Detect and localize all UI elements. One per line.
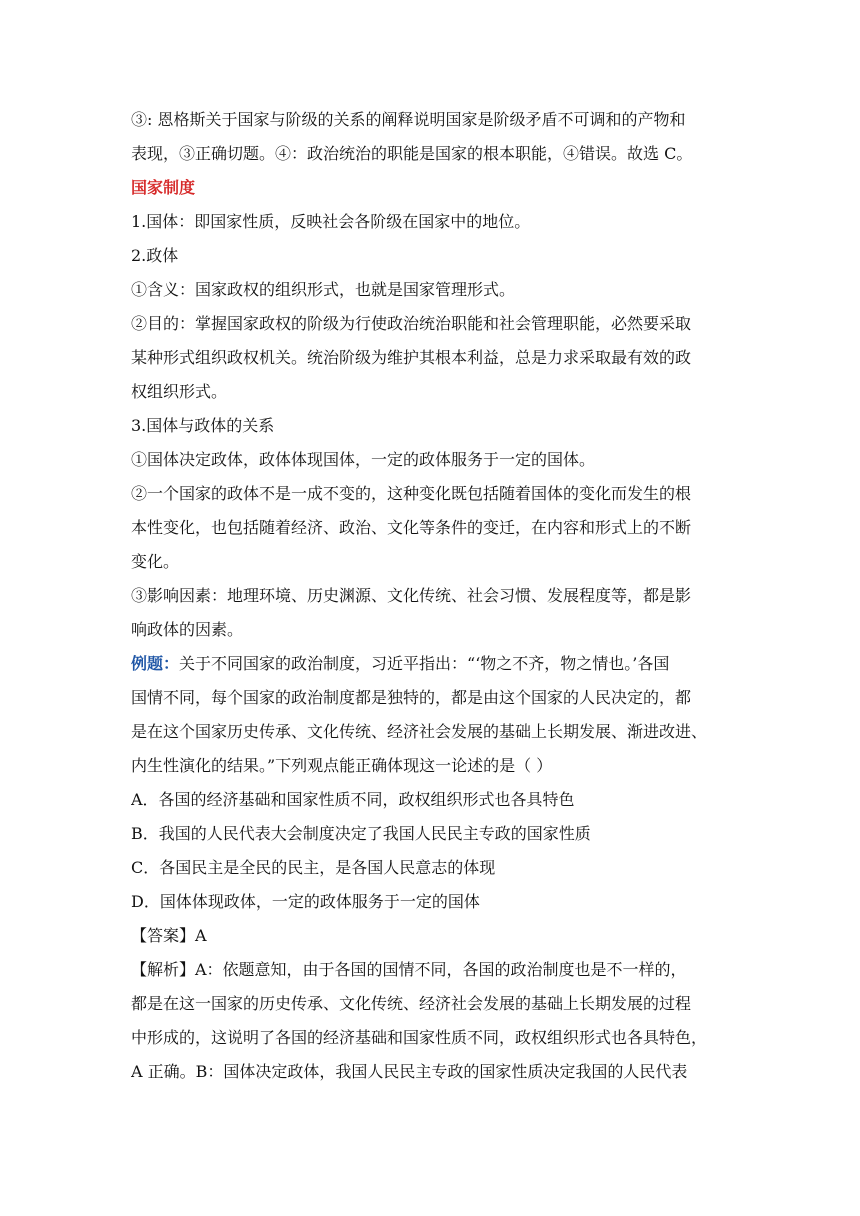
paragraph-mudi-line-1: ②目的：掌握国家政权的阶级为行使政治统治职能和社会管理职能，必然要采取 bbox=[131, 314, 692, 333]
paragraph-relation-heading: 3.国体与政体的关系 bbox=[131, 416, 275, 435]
analysis-line-4: A 正确。B：国体决定政体，我国人民民主专政的国家性质决定我国的人民代表 bbox=[131, 1062, 688, 1081]
option-d: D．国体体现政体，一定的政体服务于一定的国体 bbox=[131, 892, 480, 911]
example-label: 例题： bbox=[131, 654, 180, 673]
analysis-line-2: 都是在这一国家的历史传承、文化传统、经济社会发展的基础上长期发展的过程 bbox=[131, 994, 692, 1013]
paragraph-relation-2-line-3: 变化。 bbox=[131, 552, 180, 571]
analysis-line-3: 中形成的，这说明了各国的经济基础和国家性质不同，政权组织形式也各具特色， bbox=[131, 1028, 708, 1047]
paragraph-factors-line-2: 响政体的因素。 bbox=[131, 620, 244, 639]
paragraph-mudi-line-3: 权组织形式。 bbox=[131, 382, 228, 401]
example-line-1 bbox=[131, 647, 731, 681]
paragraph-relation-1: ①国体决定政体，政体体现国体，一定的政体服务于一定的国体。 bbox=[131, 450, 596, 469]
option-b: B．我国的人民代表大会制度决定了我国人民民主专政的国家性质 bbox=[131, 824, 591, 843]
example-line-4: 内生性演化的结果。”下列观点能正确体现这一论述的是（ ） bbox=[131, 756, 553, 775]
option-c: C．各国民主是全民的民主，是各国人民意志的体现 bbox=[131, 858, 496, 877]
example-line-3: 是在这个国家历史传承、文化传统、经济社会发展的基础上长期发展、渐进改进、 bbox=[131, 722, 708, 741]
document-page bbox=[131, 103, 731, 1089]
section-title: 国家制度 bbox=[131, 178, 196, 197]
analysis-line-1: 【解析】A：依题意知，由于各国的国情不同，各国的政治制度也是不一样的， bbox=[131, 960, 687, 979]
example-text-1: 关于不同国家的政治制度，习近平指出：“‘物之不齐，物之情也。’各国 bbox=[179, 654, 670, 673]
paragraph-hanyi: ①含义：国家政权的组织形式，也就是国家管理形式。 bbox=[131, 280, 516, 299]
paragraph-factors-line-1: ③影响因素：地理环境、历史渊源、文化传统、社会习惯、发展程度等，都是影 bbox=[131, 586, 692, 605]
paragraph-relation-2-line-2: 本性变化，也包括随着经济、政治、文化等条件的变迁，在内容和形式上的不断 bbox=[131, 518, 692, 537]
paragraph-zhengti-heading: 2.政体 bbox=[131, 246, 179, 265]
example-line-2: 国情不同，每个国家的政治制度都是独特的，都是由这个国家的人民决定的，都 bbox=[131, 688, 692, 707]
paragraph-mudi-line-2: 某种形式组织政权机关。统治阶级为维护其根本利益，总是力求采取最有效的政 bbox=[131, 348, 692, 367]
intro-line-1: ③: 恩格斯关于国家与阶级的关系的阐释说明国家是阶级矛盾不可调和的产物和 bbox=[131, 110, 686, 129]
option-a: A．各国的经济基础和国家性质不同，政权组织形式也各具特色 bbox=[131, 790, 575, 809]
answer: 【答案】A bbox=[131, 926, 207, 945]
paragraph-relation-2-line-1: ②一个国家的政体不是一成不变的，这种变化既包括随着国体的变化而发生的根 bbox=[131, 484, 692, 503]
intro-line-2: 表现，③正确切题。④：政治统治的职能是国家的根本职能，④错误。故选 C。 bbox=[131, 144, 693, 163]
paragraph-guoti: 1.国体：即国家性质，反映社会各阶级在国家中的地位。 bbox=[131, 212, 531, 231]
